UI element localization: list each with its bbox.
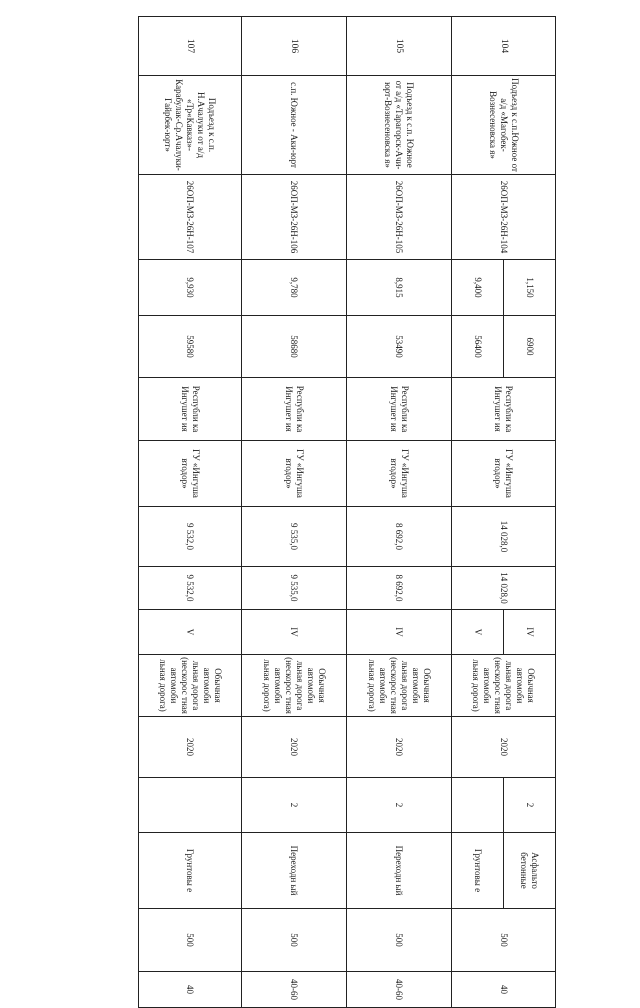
row-number: 106 [242, 17, 347, 76]
segment-value: 53490 [347, 316, 452, 378]
segment-length: 1,150 [504, 260, 556, 316]
road-name: с.п. Южное - Аки-юрт [242, 76, 347, 175]
row-number: 105 [347, 17, 452, 76]
table-row [139, 17, 242, 1008]
speed-value: 40 [452, 972, 556, 1008]
organization: ГУ «Ингуша втодор» [347, 441, 452, 507]
lanes [452, 778, 504, 833]
road-length: 9 532,0 [139, 567, 242, 610]
owner: Республи ка Ингушет ия [452, 378, 556, 441]
lanes: 2 [242, 778, 347, 833]
road-category: IV [242, 610, 347, 655]
road-length: 14 028,0 [452, 567, 556, 610]
segment-value: 59580 [139, 316, 242, 378]
organization: ГУ «Ингуша втодор» [452, 441, 556, 507]
speed-value: 40-60 [242, 972, 347, 1008]
year: 2020 [347, 717, 452, 778]
year: 2020 [242, 717, 347, 778]
segment-length: 9,400 [452, 260, 504, 316]
lanes: 2 [347, 778, 452, 833]
road-code: 26ОП-МЗ-26Н-107 [139, 175, 242, 260]
road-code: 26ОП-МЗ-26Н-105 [347, 175, 452, 260]
width-value: 500 [347, 909, 452, 972]
row-number: 107 [139, 17, 242, 76]
road-category: V [139, 610, 242, 655]
lanes [139, 778, 242, 833]
surface-type: Асфальто бетонные [504, 833, 556, 909]
width-value: 500 [242, 909, 347, 972]
surface-type: Переходн ый [242, 833, 347, 909]
owner: Республи ка Ингушет ия [139, 378, 242, 441]
organization: ГУ «Ингуша втодор» [242, 441, 347, 507]
roads-table [138, 16, 556, 1008]
speed-value: 40-60 [347, 972, 452, 1008]
table-row [242, 17, 347, 1008]
road-code: 26ОП-МЗ-26Н-106 [242, 175, 347, 260]
owner: Республи ка Ингушет ия [347, 378, 452, 441]
road-type: Обычная автомоби льная дорога (нескорос тная автомоби льная дорога) [139, 655, 242, 717]
row-number: 104 [452, 17, 556, 76]
total-length: 9 532,0 [139, 507, 242, 567]
segment-length: 8,915 [347, 260, 452, 316]
segment-value: 58680 [242, 316, 347, 378]
segment-value: 6900 [504, 316, 556, 378]
table-row [347, 17, 452, 1008]
segment-length: 9,780 [242, 260, 347, 316]
road-category: V [452, 610, 504, 655]
total-length: 14 028,0 [452, 507, 556, 567]
segment-value: 56400 [452, 316, 504, 378]
table-row [504, 17, 556, 1008]
speed-value: 40 [139, 972, 242, 1008]
organization: ГУ «Ингуша втодор» [139, 441, 242, 507]
total-length: 9 535,0 [242, 507, 347, 567]
road-type: Обычная автомоби льная дорога (нескорос тная автомоби льная дорога) [452, 655, 556, 717]
road-type: Обычная автомоби льная дорога (нескорос тная автомоби льная дорога) [347, 655, 452, 717]
total-length: 8 692,0 [347, 507, 452, 567]
road-name: Подъезд к с.п.Южное от а/д «Магобек-Вознесеновска я» [452, 76, 556, 175]
segment-length: 9,930 [139, 260, 242, 316]
width-value: 500 [452, 909, 556, 972]
surface-type: Грунтовы е [452, 833, 504, 909]
road-type: Обычная автомоби льная дорога (нескорос тная автомоби льная дорога) [242, 655, 347, 717]
surface-type: Переходн ый [347, 833, 452, 909]
road-category: IV [504, 610, 556, 655]
road-code: 26ОП-МЗ-26Н-104 [452, 175, 556, 260]
road-length: 9 535,0 [242, 567, 347, 610]
year: 2020 [139, 717, 242, 778]
road-length: 8 692,0 [347, 567, 452, 610]
year: 2020 [452, 717, 556, 778]
road-category: IV [347, 610, 452, 655]
owner: Республи ка Ингушет ия [242, 378, 347, 441]
surface-type: Грунтовы е [139, 833, 242, 909]
width-value: 500 [139, 909, 242, 972]
lanes: 2 [504, 778, 556, 833]
road-name: Подъезд к с.п. Н.Ачалуки от а/д «Тр«Кавказ»-Карабулак-Ср.Ачалуки-Гайрбек-юрт» [139, 76, 242, 175]
road-name: Подъезд к с.п. Южное от а/д «Тарагорск-Ачи-юрт-Вознесеновска я» [347, 76, 452, 175]
